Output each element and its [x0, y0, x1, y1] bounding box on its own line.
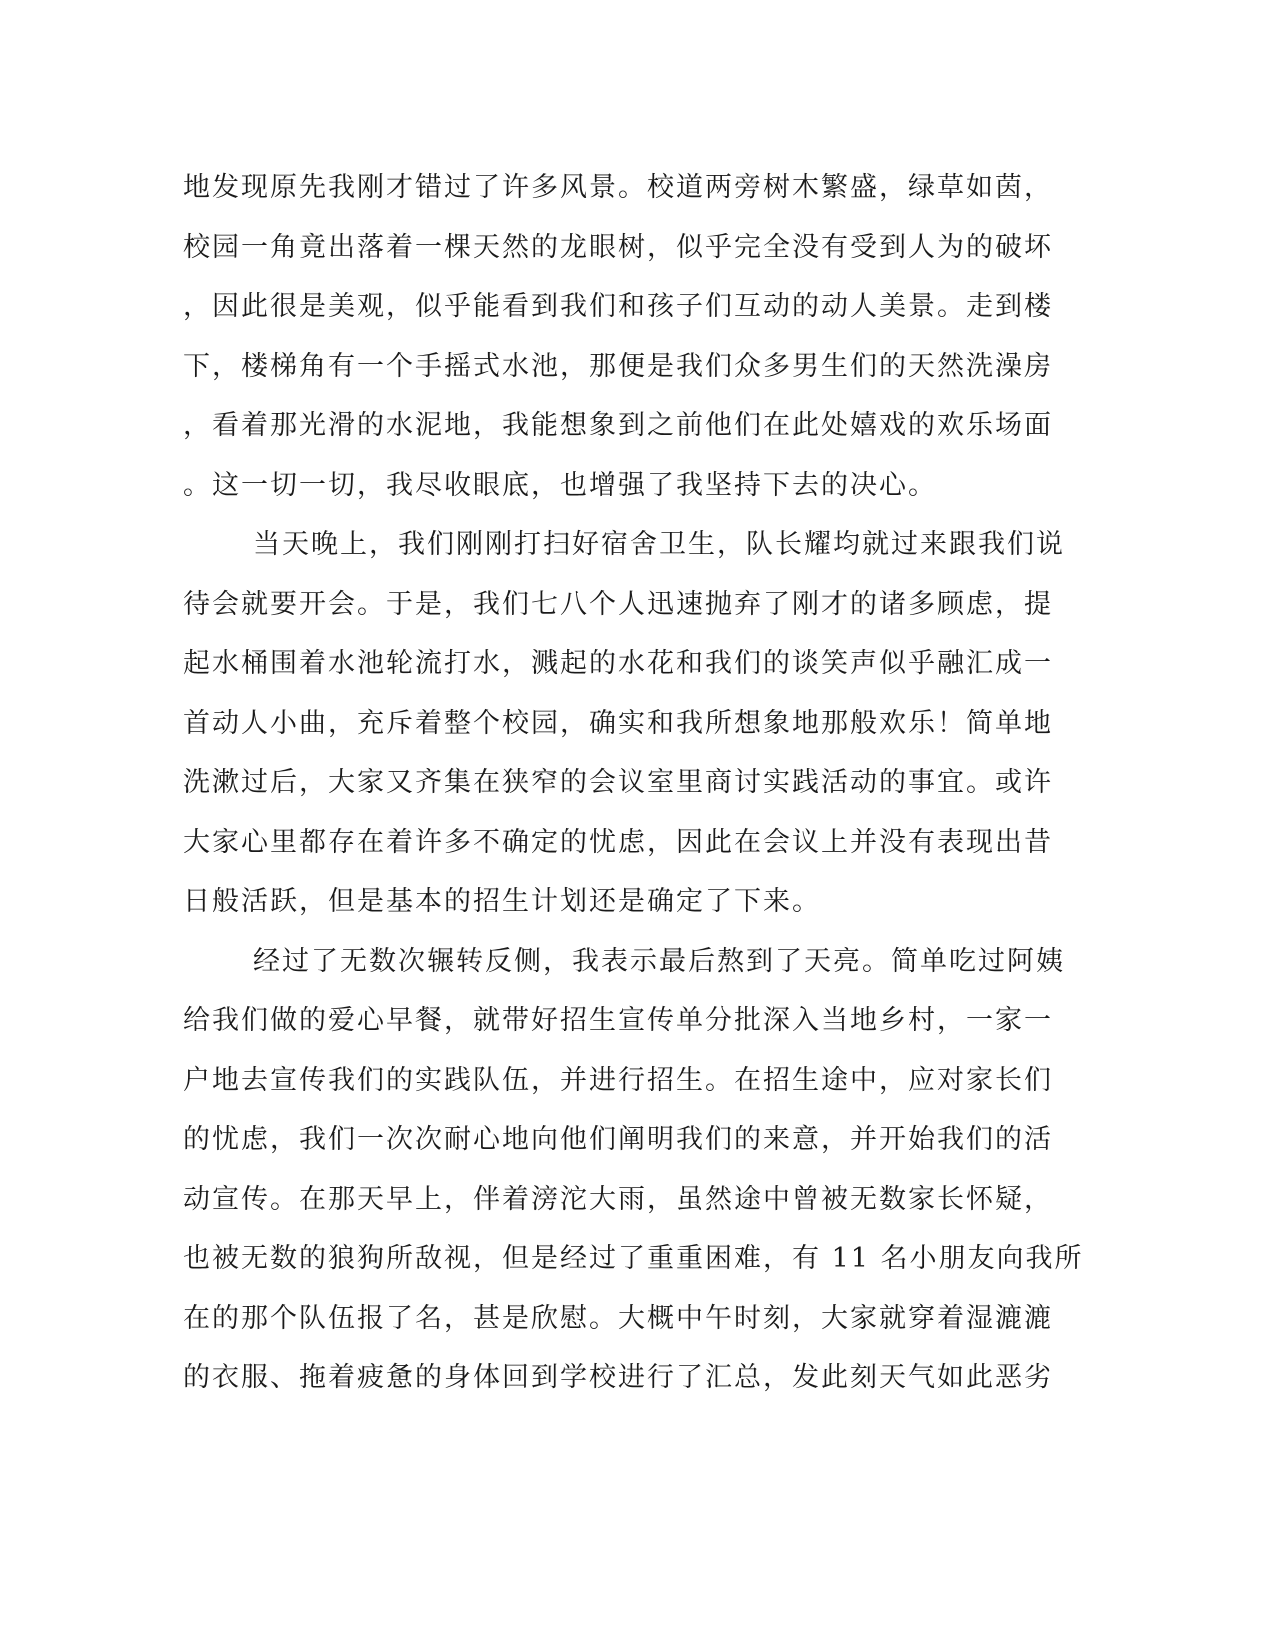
text-line: 日般活跃，但是基本的招生计划还是确定了下来。 — [183, 886, 821, 917]
text-line: 下，楼梯角有一个手摇式水池，那便是我们众多男生们的天然洗澡房 — [183, 350, 1053, 382]
text-line: 待会就要开会。于是，我们七八个人迅速抛弃了刚才的诸多顾虑，提 — [183, 588, 1053, 620]
text-line: 的衣服、拖着疲惫的身体回到学校进行了汇总，发此刻天气如此恶劣 — [183, 1362, 1053, 1393]
text-line: 洗漱过后，大家又齐集在狭窄的会议室里商讨实践活动的事宜。或许 — [183, 767, 1053, 798]
text-line: ，看着那光滑的水泥地，我能想象到之前他们在此处嬉戏的欢乐场面 — [183, 410, 1053, 441]
text-line: 户地去宣传我们的实践队伍，并进行招生。在招生途中，应对家长们 — [183, 1064, 1053, 1096]
text-line: 。这一切一切，我尽收眼底，也增强了我坚持下去的决心。 — [183, 469, 937, 501]
text-line: 大家心里都存在着许多不确定的忧虑，因此在会议上并没有表现出昔 — [183, 826, 1053, 858]
text-line: 校园一角竟出落着一棵天然的龙眼树，似乎完全没有受到人为的破坏 — [183, 231, 1053, 263]
paragraph-start-line: 当天晚上，我们刚刚打扫好宿舍卫生，队长耀均就过来跟我们说 — [253, 529, 1065, 560]
paragraph-start-line: 经过了无数次辗转反侧，我表示最后熬到了天亮。简单吃过阿姨 — [253, 945, 1065, 977]
text-line: 的忧虑，我们一次次耐心地向他们阐明我们的来意，并开始我们的活 — [183, 1124, 1053, 1155]
text-line: 给我们做的爱心早餐，就带好招生宣传单分批深入当地乡村，一家一 — [183, 1005, 1053, 1036]
text-line: 也被无数的狼狗所敌视，但是经过了重重困难，有 11 名小朋友向我所 — [183, 1243, 1084, 1274]
text-line: 地发现原先我刚才错过了许多风景。校道两旁树木繁盛，绿草如茵， — [183, 172, 1053, 203]
body-text — [183, 158, 1084, 1408]
text-line: ，因此很是美观，似乎能看到我们和孩子们互动的动人美景。走到楼 — [183, 291, 1053, 322]
text-line: 首动人小曲，充斥着整个校园，确实和我所想象地那般欢乐！简单地 — [183, 707, 1053, 739]
text-line: 起水桶围着水池轮流打水，溅起的水花和我们的谈笑声似乎融汇成一 — [183, 648, 1053, 679]
text-line: 在的那个队伍报了名，甚是欣慰。大概中午时刻，大家就穿着湿漉漉 — [183, 1302, 1053, 1334]
text-line: 动宣传。在那天早上，伴着滂沱大雨，虽然途中曾被无数家长怀疑， — [183, 1183, 1053, 1215]
